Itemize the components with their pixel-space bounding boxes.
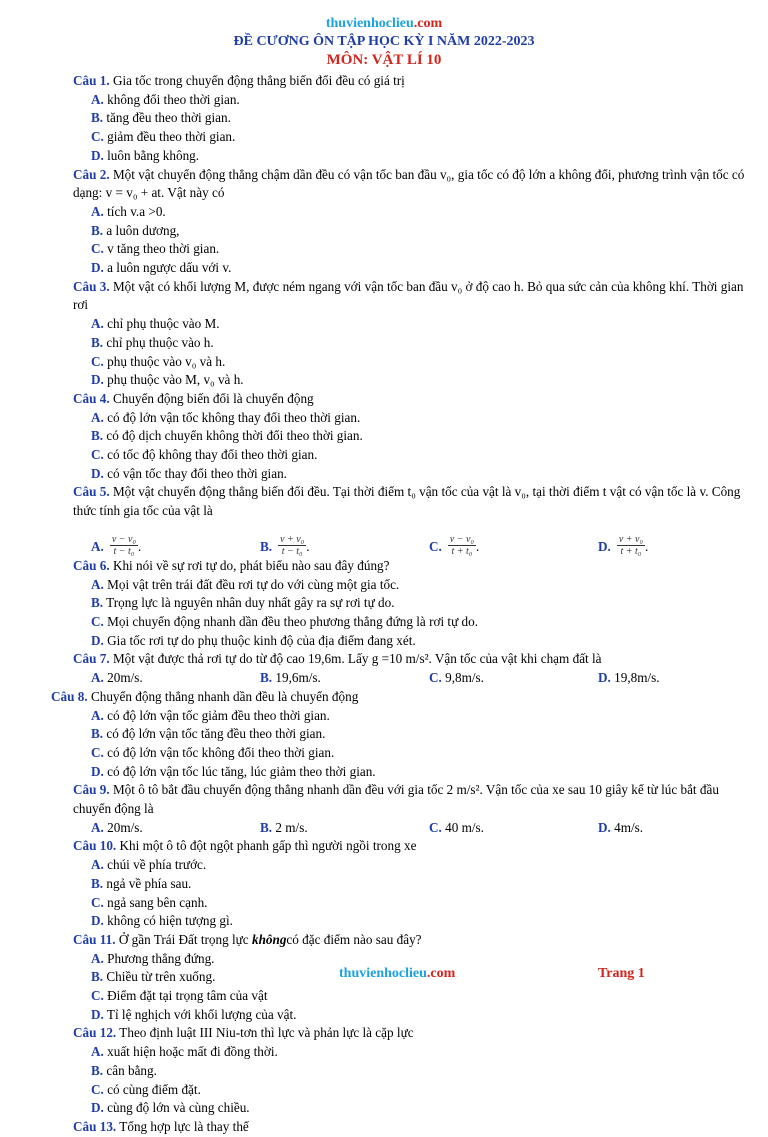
options-9 bbox=[73, 819, 753, 838]
option-text: có độ lớn vận tốc lúc tăng, lúc giảm theo thời gian. bbox=[103, 763, 376, 779]
question-10 bbox=[73, 837, 753, 856]
option-a bbox=[91, 409, 753, 428]
option-c bbox=[91, 353, 429, 372]
option-c bbox=[91, 1081, 429, 1100]
option-b bbox=[91, 109, 429, 128]
option-letter: B. bbox=[91, 110, 104, 126]
option-letter: B. bbox=[260, 670, 273, 686]
option-letter: C. bbox=[91, 988, 104, 1004]
question-1 bbox=[73, 72, 753, 91]
option-text: Gia tốc rơi tự do phụ thuộc kinh độ của địa điểm đang xét. bbox=[103, 632, 416, 648]
question-text: Chuyển động thẳng nhanh dần đều là chuyển động bbox=[87, 688, 359, 704]
option-letter: A. bbox=[91, 539, 104, 555]
option-letter: C. bbox=[429, 819, 442, 835]
formula-denominator: t − t₀ bbox=[113, 545, 135, 557]
option-d bbox=[91, 259, 429, 278]
option-d bbox=[598, 819, 748, 838]
question-label: Câu 8. bbox=[51, 688, 88, 704]
options-12 bbox=[73, 1043, 753, 1118]
option-text: a luôn dương, bbox=[103, 222, 180, 238]
formula-numerator: v − v₀ bbox=[449, 533, 474, 545]
formula bbox=[448, 534, 476, 557]
options-11 bbox=[73, 950, 753, 1025]
option-letter: B. bbox=[91, 875, 104, 891]
option-b bbox=[91, 1062, 429, 1081]
formula-end: . bbox=[137, 539, 142, 555]
option-text: Chiều từ trên xuống. bbox=[103, 969, 216, 985]
option-d bbox=[91, 371, 429, 390]
option-letter: B. bbox=[91, 428, 104, 444]
option-letter: C. bbox=[91, 894, 104, 910]
option-c bbox=[91, 128, 429, 147]
option-letter: A. bbox=[91, 707, 104, 723]
option-text: tăng đều theo thời gian. bbox=[103, 110, 231, 126]
option-text: 19,8m/s. bbox=[610, 670, 660, 686]
options-6 bbox=[73, 576, 753, 651]
option-c bbox=[91, 240, 429, 259]
question-label: Câu 5. bbox=[73, 484, 110, 500]
option-d bbox=[91, 912, 429, 931]
option-c bbox=[91, 744, 753, 763]
question-11 bbox=[73, 931, 753, 950]
option-letter: B. bbox=[260, 819, 273, 835]
option-letter: C. bbox=[91, 744, 104, 760]
option-letter: A. bbox=[91, 576, 104, 592]
option-c bbox=[91, 613, 753, 632]
question-label: Câu 13. bbox=[73, 1118, 117, 1134]
option-text: 40 m/s. bbox=[441, 819, 484, 835]
question-label: Câu 1. bbox=[73, 73, 110, 88]
formula-end: . bbox=[475, 539, 480, 555]
option-text: Điểm đặt tại trọng tâm của vật bbox=[103, 988, 268, 1004]
option-text: có độ dịch chuyển không thời đổi theo thời gian. bbox=[103, 428, 363, 444]
option-text: ngả về phía sau. bbox=[103, 875, 192, 891]
option-letter: D. bbox=[91, 372, 104, 388]
option-letter: A. bbox=[91, 409, 104, 425]
option-a bbox=[91, 856, 429, 875]
site-tld: .com bbox=[413, 16, 443, 31]
option-letter: C. bbox=[429, 539, 442, 555]
formula-denominator: t − t₀ bbox=[281, 545, 303, 557]
option-letter: C. bbox=[429, 670, 442, 686]
option-letter: D. bbox=[598, 670, 611, 686]
option-letter: A. bbox=[91, 203, 104, 219]
option-text: giảm đều theo thời gian. bbox=[103, 129, 236, 145]
option-text: có cùng điểm đặt. bbox=[103, 1081, 201, 1097]
footer-site-tld: .com bbox=[426, 966, 456, 981]
question-5 bbox=[73, 483, 753, 520]
question-7 bbox=[73, 650, 753, 669]
option-letter: D. bbox=[91, 260, 104, 276]
option-d bbox=[91, 1099, 429, 1118]
options-3 bbox=[73, 315, 753, 390]
option-letter: A. bbox=[91, 819, 104, 835]
option-text: cùng độ lớn và cùng chiều. bbox=[103, 1100, 250, 1116]
option-a bbox=[91, 1043, 429, 1062]
option-text: có độ lớn vận tốc tăng đều theo thời gian. bbox=[103, 726, 326, 742]
option-text: Mọi chuyển động nhanh dần đều theo phương thẳng đứng là rơi tự do. bbox=[103, 613, 479, 629]
option-letter: B. bbox=[91, 726, 104, 742]
option-letter: B. bbox=[91, 595, 104, 611]
option-text: 19,6m/s. bbox=[272, 670, 321, 686]
option-letter: D. bbox=[91, 465, 104, 481]
option-text: có vận tốc thay đổi theo thời gian. bbox=[103, 465, 287, 481]
option-text: ngả sang bên cạnh. bbox=[103, 894, 208, 910]
option-b bbox=[91, 222, 429, 241]
question-label: Câu 9. bbox=[73, 782, 110, 798]
option-letter: A. bbox=[91, 670, 104, 686]
option-text: phụ thuộc vào M, v₀ và h. bbox=[103, 372, 244, 388]
question-12 bbox=[73, 1024, 753, 1043]
option-letter: C. bbox=[91, 353, 104, 369]
option-text: a luôn ngược dấu với v. bbox=[103, 260, 232, 276]
option-text: Phương thẳng đứng. bbox=[103, 950, 215, 966]
formula-denominator: t + t₀ bbox=[451, 545, 473, 557]
option-letter: C. bbox=[91, 613, 104, 629]
question-text: Một vật được thả rơi tự do từ độ cao 19,6m. Lấy g =10 m/s². Vận tốc của vật khi chạm đất là bbox=[109, 651, 602, 667]
question-text: Theo định luật III Niu-tơn thì lực và phản lực là cặp lực bbox=[116, 1025, 414, 1041]
question-3 bbox=[73, 278, 753, 315]
option-text: tích v.a >0. bbox=[103, 203, 166, 219]
option-d bbox=[91, 147, 429, 166]
option-text: 2 m/s. bbox=[272, 819, 308, 835]
question-text: Một vật chuyển động thẳng biến đổi đều. Tại thời điểm t₀ vận tốc của vật là v₀, tại thời điểm t vật có vận tốc là v. Công thức tính gia tốc của vật là bbox=[73, 484, 741, 519]
question-emphasis: không bbox=[251, 931, 287, 947]
question-4 bbox=[73, 390, 753, 409]
question-label: Câu 10. bbox=[73, 838, 117, 854]
option-a bbox=[91, 203, 429, 222]
option-letter: B. bbox=[91, 222, 104, 238]
option-a bbox=[91, 819, 260, 838]
option-letter: A. bbox=[91, 316, 104, 332]
page-number: Trang 1 bbox=[598, 966, 645, 981]
option-d bbox=[91, 763, 753, 782]
options-5 bbox=[73, 521, 753, 557]
document-title: ĐỀ CƯƠNG ÔN TẬP HỌC KỲ I NĂM 2022-2023 bbox=[233, 34, 535, 49]
footer-site bbox=[339, 966, 455, 982]
option-b bbox=[260, 819, 429, 838]
options-2 bbox=[73, 203, 753, 278]
option-letter: A. bbox=[91, 1044, 104, 1060]
formula-numerator: v + v₀ bbox=[618, 533, 643, 545]
option-letter: A. bbox=[91, 857, 104, 873]
option-b bbox=[91, 594, 753, 613]
formula bbox=[110, 534, 138, 557]
question-13 bbox=[73, 1118, 753, 1137]
option-c bbox=[91, 894, 429, 913]
formula-end: . bbox=[306, 539, 310, 555]
question-text: Một vật có khối lượng M, được ném ngang với vận tốc ban đầu v₀ ở độ cao h. Bỏ qua sức cản của không khí. Thời gian rơi bbox=[73, 278, 744, 313]
formula-numerator: v + v₀ bbox=[280, 533, 305, 545]
question-text: Gia tốc trong chuyển động thẳng biến đổi đều có giá trị bbox=[109, 73, 405, 88]
option-c bbox=[429, 521, 598, 557]
question-text: Một vật chuyển động thẳng chậm dần đều có vận tốc ban đầu v₀, gia tốc có độ lớn a không đổi, phương trình vận tốc có dạng: v = v₀ + at. Vật này có bbox=[73, 166, 745, 201]
question-text: có đặc điểm nào sau đây? bbox=[286, 931, 422, 947]
option-text: phụ thuộc vào v₀ và h. bbox=[103, 353, 226, 369]
question-9 bbox=[73, 781, 753, 818]
option-text: 20m/s. bbox=[103, 670, 143, 686]
option-text: có tốc độ không thay đổi theo thời gian. bbox=[103, 447, 318, 463]
option-letter: D. bbox=[91, 632, 104, 648]
option-c bbox=[91, 987, 753, 1006]
option-letter: C. bbox=[91, 129, 104, 145]
option-letter: A. bbox=[91, 91, 104, 107]
option-text: không đổi theo thời gian. bbox=[103, 91, 240, 107]
option-b bbox=[91, 334, 429, 353]
option-a bbox=[91, 91, 429, 110]
question-label: Câu 7. bbox=[73, 651, 110, 667]
option-text: chỉ phụ thuộc vào h. bbox=[103, 334, 214, 350]
option-text: không có hiện tượng gì. bbox=[103, 913, 233, 929]
option-d bbox=[91, 632, 753, 651]
option-b bbox=[260, 669, 429, 688]
option-d bbox=[598, 521, 748, 557]
footer-site-name: thuvienhoclieu bbox=[339, 966, 427, 981]
option-text: có độ lớn vận tốc giảm đều theo thời gian. bbox=[103, 707, 330, 723]
options-8 bbox=[73, 707, 753, 782]
question-text: Ở gần Trái Đất trọng lực bbox=[115, 931, 252, 947]
option-b bbox=[260, 521, 429, 557]
options-7 bbox=[73, 669, 753, 688]
option-letter: D. bbox=[91, 1100, 104, 1116]
option-a bbox=[91, 576, 753, 595]
option-text: chỉ phụ thuộc vào M. bbox=[103, 316, 220, 332]
option-a bbox=[91, 669, 260, 688]
option-text: Mọi vật trên trái đất đều rơi tự do với cùng một gia tốc. bbox=[103, 576, 400, 592]
option-text: luôn bằng không. bbox=[103, 147, 200, 163]
option-text: v tăng theo thời gian. bbox=[103, 241, 220, 257]
option-text: có độ lớn vận tốc không thay đổi theo thời gian. bbox=[103, 409, 361, 425]
formula-denominator: t + t₀ bbox=[620, 545, 642, 557]
option-letter: B. bbox=[91, 334, 104, 350]
option-b bbox=[91, 875, 429, 894]
option-text: xuất hiện hoặc mất đi đồng thời. bbox=[103, 1044, 278, 1060]
option-a bbox=[91, 707, 753, 726]
option-b bbox=[91, 725, 753, 744]
question-text: Chuyển động biến đổi là chuyển động bbox=[109, 390, 314, 406]
options-4 bbox=[73, 409, 753, 484]
option-letter: D. bbox=[598, 539, 611, 555]
option-text: cân bằng. bbox=[103, 1062, 157, 1078]
question-text: Một ô tô bắt đầu chuyển động thẳng nhanh dần đều với gia tốc 2 m/s². Vận tốc của xe sau 10 giây kể từ lúc bắt đầu chuyển động là bbox=[73, 782, 719, 817]
question-text: Khi một ô tô đột ngột phanh gấp thì người ngồi trong xe bbox=[116, 838, 417, 854]
question-label: Câu 6. bbox=[73, 557, 110, 573]
question-label: Câu 11. bbox=[73, 931, 116, 947]
formula bbox=[617, 534, 645, 557]
option-c bbox=[429, 669, 598, 688]
formula-end: . bbox=[644, 539, 649, 555]
option-d bbox=[91, 1006, 753, 1025]
option-text: 9,8m/s. bbox=[441, 670, 484, 686]
option-letter: D. bbox=[91, 763, 104, 779]
option-letter: A. bbox=[91, 950, 104, 966]
option-letter: D. bbox=[91, 147, 104, 163]
option-text: chúi về phía trước. bbox=[103, 857, 207, 873]
option-letter: B. bbox=[91, 969, 104, 985]
option-text: Tỉ lệ nghịch với khối lượng của vật. bbox=[103, 1006, 297, 1022]
question-label: Câu 3. bbox=[73, 278, 110, 294]
option-letter: B. bbox=[260, 539, 273, 555]
option-text: 20m/s. bbox=[103, 819, 143, 835]
option-letter: D. bbox=[91, 913, 104, 929]
question-6 bbox=[73, 557, 753, 576]
formula-numerator: v − v₀ bbox=[111, 533, 136, 545]
question-text: Khi nói về sự rơi tự do, phát biểu nào sau đây đúng? bbox=[109, 557, 390, 573]
options-1 bbox=[73, 91, 753, 166]
option-b bbox=[91, 427, 753, 446]
option-text: Trọng lực là nguyên nhân duy nhất gây ra sự rơi tự do. bbox=[103, 595, 395, 611]
option-a bbox=[91, 521, 260, 557]
site-name: thuvienhoclieu bbox=[325, 16, 414, 31]
option-letter: D. bbox=[598, 819, 611, 835]
option-letter: C. bbox=[91, 241, 104, 257]
question-label: Câu 4. bbox=[73, 390, 110, 406]
option-c bbox=[429, 819, 598, 838]
option-letter: D. bbox=[91, 1006, 104, 1022]
site-header bbox=[0, 16, 768, 32]
option-text: 4m/s. bbox=[610, 819, 644, 835]
option-letter: B. bbox=[91, 1062, 104, 1078]
option-text: có độ lớn vận tốc không đổi theo thời gian. bbox=[103, 744, 335, 760]
question-text: Tổng hợp lực là thay thế bbox=[116, 1118, 249, 1134]
options-10 bbox=[73, 856, 753, 931]
question-2 bbox=[73, 166, 753, 203]
option-a bbox=[91, 315, 429, 334]
option-letter: C. bbox=[91, 1081, 104, 1097]
option-c bbox=[91, 446, 753, 465]
option-letter: C. bbox=[91, 447, 104, 463]
question-label: Câu 12. bbox=[73, 1025, 117, 1041]
subject-title: MÔN: VẬT LÍ 10 bbox=[326, 52, 442, 68]
question-label: Câu 2. bbox=[73, 166, 110, 182]
formula bbox=[278, 534, 306, 557]
question-8 bbox=[51, 688, 753, 707]
option-d bbox=[598, 669, 748, 688]
option-d bbox=[91, 465, 753, 484]
